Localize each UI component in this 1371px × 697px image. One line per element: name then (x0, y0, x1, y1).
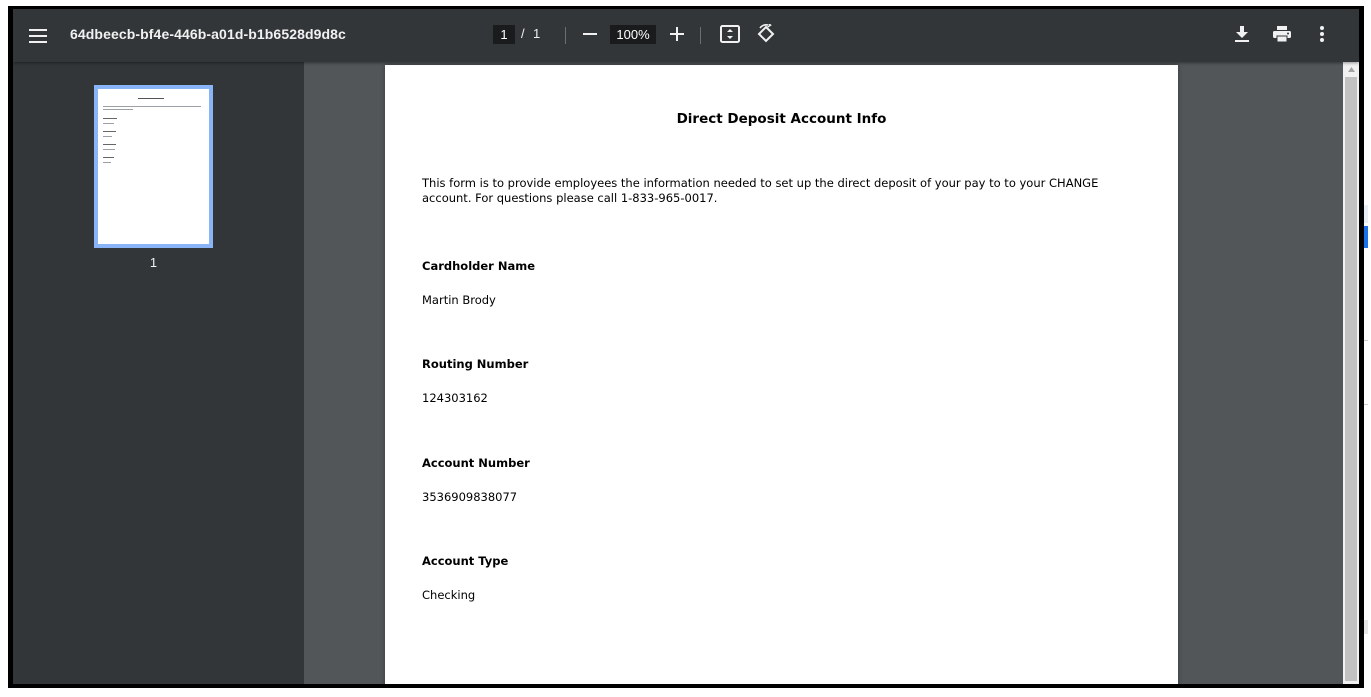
routing-number-value: 124303162 (422, 391, 488, 405)
plus-icon (670, 27, 684, 41)
rotate-button[interactable] (754, 22, 778, 46)
account-type-label: Account Type (422, 554, 509, 568)
edge-mark (1364, 205, 1368, 223)
document-heading: Direct Deposit Account Info (676, 111, 887, 127)
fit-to-page-icon (720, 25, 740, 43)
hamburger-menu-icon (29, 29, 47, 43)
edge-mark (1364, 340, 1368, 341)
thumbnail-line (103, 136, 112, 137)
page-separator: / (521, 26, 525, 41)
total-pages: 1 (533, 26, 541, 41)
thumbnail-line (103, 157, 114, 158)
more-vert-icon (1320, 26, 1324, 42)
more-actions-button[interactable] (1310, 22, 1334, 46)
thumbnail-line (103, 123, 114, 124)
thumbnail-page-preview (98, 89, 209, 244)
thumbnail-page-number: 1 (149, 255, 158, 270)
cardholder-name-value: Martin Brody (422, 293, 496, 307)
download-button[interactable] (1230, 22, 1254, 46)
thumbnail-line (138, 98, 164, 99)
toolbar-divider (565, 27, 566, 44)
pdf-viewer (13, 9, 1359, 684)
thumbnail-line (103, 131, 116, 132)
routing-number-label: Routing Number (422, 357, 529, 371)
zoom-out-button[interactable] (578, 22, 602, 46)
thumbnail-sidebar (13, 62, 304, 684)
edge-mark (1364, 404, 1368, 405)
edge-mark (1364, 226, 1368, 248)
print-icon (1273, 26, 1291, 42)
document-intro-text: This form is to provide employees the information needed to set up the direct deposit of your pay to to your CHANGE account. For questions please call 1-833-965-0017. (422, 176, 1099, 205)
thumbnail-line (103, 162, 111, 163)
download-icon (1235, 26, 1249, 42)
page-thumbnail[interactable] (94, 85, 213, 248)
page-number-input[interactable]: 1 (493, 25, 515, 44)
scrollbar-thumb[interactable] (1345, 77, 1357, 681)
account-type-value: Checking (422, 588, 476, 602)
print-button[interactable] (1270, 22, 1294, 46)
pdf-page (385, 65, 1178, 684)
window-edge (1364, 0, 1371, 697)
zoom-input[interactable]: 100% (610, 25, 656, 44)
thumbnail-line (103, 149, 115, 150)
toolbar-divider (700, 27, 701, 44)
window-frame (8, 6, 1364, 688)
document-view (304, 62, 1359, 684)
vertical-scrollbar[interactable] (1343, 62, 1359, 684)
rotate-icon (756, 24, 776, 44)
arrow-up-icon (1348, 67, 1355, 72)
fit-to-page-button[interactable] (718, 22, 742, 46)
viewer-toolbar (13, 9, 1359, 62)
zoom-in-button[interactable] (665, 22, 689, 46)
document-title: 64dbeecb-bf4e-446b-a01d-b1b6528d9d8c (70, 26, 346, 42)
thumbnail-line (103, 144, 116, 145)
edge-mark (1364, 620, 1368, 634)
cardholder-name-label: Cardholder Name (422, 259, 536, 273)
thumbnail-line (103, 109, 133, 110)
thumbnail-line (103, 106, 201, 107)
thumbnail-line (103, 118, 117, 119)
account-number-label: Account Number (422, 456, 530, 470)
minus-icon (583, 27, 597, 41)
menu-button[interactable] (23, 21, 53, 51)
scroll-up-button[interactable] (1343, 62, 1359, 76)
account-number-value: 3536909838077 (422, 490, 518, 504)
